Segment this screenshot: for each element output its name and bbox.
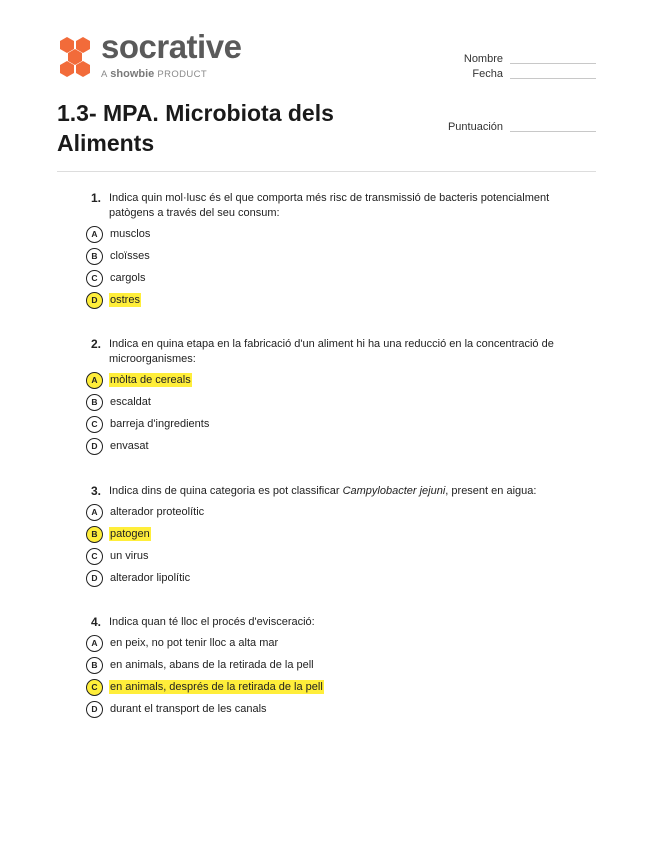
option-bubble[interactable]: D bbox=[86, 292, 103, 309]
option-text: alterador proteolític bbox=[110, 506, 205, 518]
date-label: Fecha bbox=[472, 68, 503, 80]
option-bubble[interactable]: B bbox=[86, 657, 103, 674]
question-number: 2. bbox=[91, 337, 102, 351]
score-field[interactable] bbox=[510, 131, 596, 132]
question-3 bbox=[86, 484, 586, 589]
option-c[interactable] bbox=[86, 676, 586, 698]
option-text: alterador lipolític bbox=[110, 572, 191, 584]
option-d[interactable] bbox=[86, 698, 586, 720]
divider bbox=[57, 171, 596, 172]
option-b[interactable] bbox=[86, 654, 586, 676]
option-d[interactable] bbox=[86, 435, 586, 457]
hexagon-cluster-icon bbox=[57, 36, 93, 78]
option-bubble[interactable]: D bbox=[86, 570, 103, 587]
option-bubble[interactable]: A bbox=[86, 504, 103, 521]
option-bubble[interactable]: A bbox=[86, 372, 103, 389]
option-bubble[interactable]: A bbox=[86, 226, 103, 243]
socrative-logo bbox=[57, 28, 257, 82]
option-b[interactable] bbox=[86, 523, 586, 545]
date-field[interactable] bbox=[510, 78, 596, 79]
option-bubble[interactable]: B bbox=[86, 526, 103, 543]
option-text: envasat bbox=[110, 440, 149, 452]
option-c[interactable] bbox=[86, 267, 586, 289]
option-text: en animals, després de la retirada de la pell bbox=[110, 681, 323, 693]
question-2 bbox=[86, 337, 586, 457]
option-c[interactable] bbox=[86, 545, 586, 567]
question-text: Indica en quina etapa en la fabricació d'un aliment hi ha una reducció en la concentració de microorganismes: bbox=[109, 338, 554, 365]
option-a[interactable] bbox=[86, 501, 586, 523]
logo-tagline: A showbie PRODUCT bbox=[101, 68, 208, 80]
option-text: en animals, abans de la retirada de la pell bbox=[110, 659, 314, 671]
question-4 bbox=[86, 615, 586, 720]
logo-wordmark: socrative bbox=[101, 28, 242, 65]
option-d[interactable] bbox=[86, 289, 586, 311]
option-text: musclos bbox=[110, 228, 151, 240]
score-label: Puntuación bbox=[447, 121, 503, 133]
option-b[interactable] bbox=[86, 245, 586, 267]
option-a[interactable] bbox=[86, 369, 586, 391]
option-text: barreja d'ingredients bbox=[110, 418, 210, 430]
option-bubble[interactable]: C bbox=[86, 679, 103, 696]
question-number: 4. bbox=[91, 615, 102, 629]
option-text: cloïsses bbox=[110, 250, 150, 262]
option-text: mòlta de cereals bbox=[110, 374, 191, 386]
option-d[interactable] bbox=[86, 567, 586, 589]
option-text: ostres bbox=[110, 294, 140, 306]
option-text: durant el transport de les canals bbox=[110, 703, 267, 715]
name-field[interactable] bbox=[510, 63, 596, 64]
species-name: Campylobacter jejuni bbox=[342, 485, 446, 497]
option-text: cargols bbox=[110, 272, 146, 284]
question-1 bbox=[86, 191, 586, 311]
question-text: Indica dins de quina categoria es pot classificar Campylobacter jejuni, present en aigua: bbox=[109, 485, 537, 497]
option-a[interactable] bbox=[86, 632, 586, 654]
question-number: 3. bbox=[91, 484, 102, 498]
option-text: escaldat bbox=[110, 396, 151, 408]
option-bubble[interactable]: C bbox=[86, 270, 103, 287]
option-bubble[interactable]: C bbox=[86, 416, 103, 433]
option-text: un virus bbox=[110, 550, 149, 562]
name-label: Nombre bbox=[463, 53, 503, 65]
option-text: en peix, no pot tenir lloc a alta mar bbox=[110, 637, 279, 649]
option-bubble[interactable]: D bbox=[86, 701, 103, 718]
option-bubble[interactable]: B bbox=[86, 248, 103, 265]
option-bubble[interactable]: C bbox=[86, 548, 103, 565]
question-text: Indica quin mol·lusc és el que comporta més risc de transmissió de bacteris potencialment patògens a través del seu consum: bbox=[109, 192, 550, 219]
option-bubble[interactable]: B bbox=[86, 394, 103, 411]
option-a[interactable] bbox=[86, 223, 586, 245]
page-title: 1.3- MPA. Microbiota dels Aliments bbox=[57, 100, 334, 156]
option-text: patogen bbox=[110, 528, 150, 540]
option-b[interactable] bbox=[86, 391, 586, 413]
question-number: 1. bbox=[91, 191, 102, 205]
option-bubble[interactable]: D bbox=[86, 438, 103, 455]
option-c[interactable] bbox=[86, 413, 586, 435]
question-text: Indica quan té lloc el procés d'evisceració: bbox=[109, 616, 315, 628]
option-bubble[interactable]: A bbox=[86, 635, 103, 652]
